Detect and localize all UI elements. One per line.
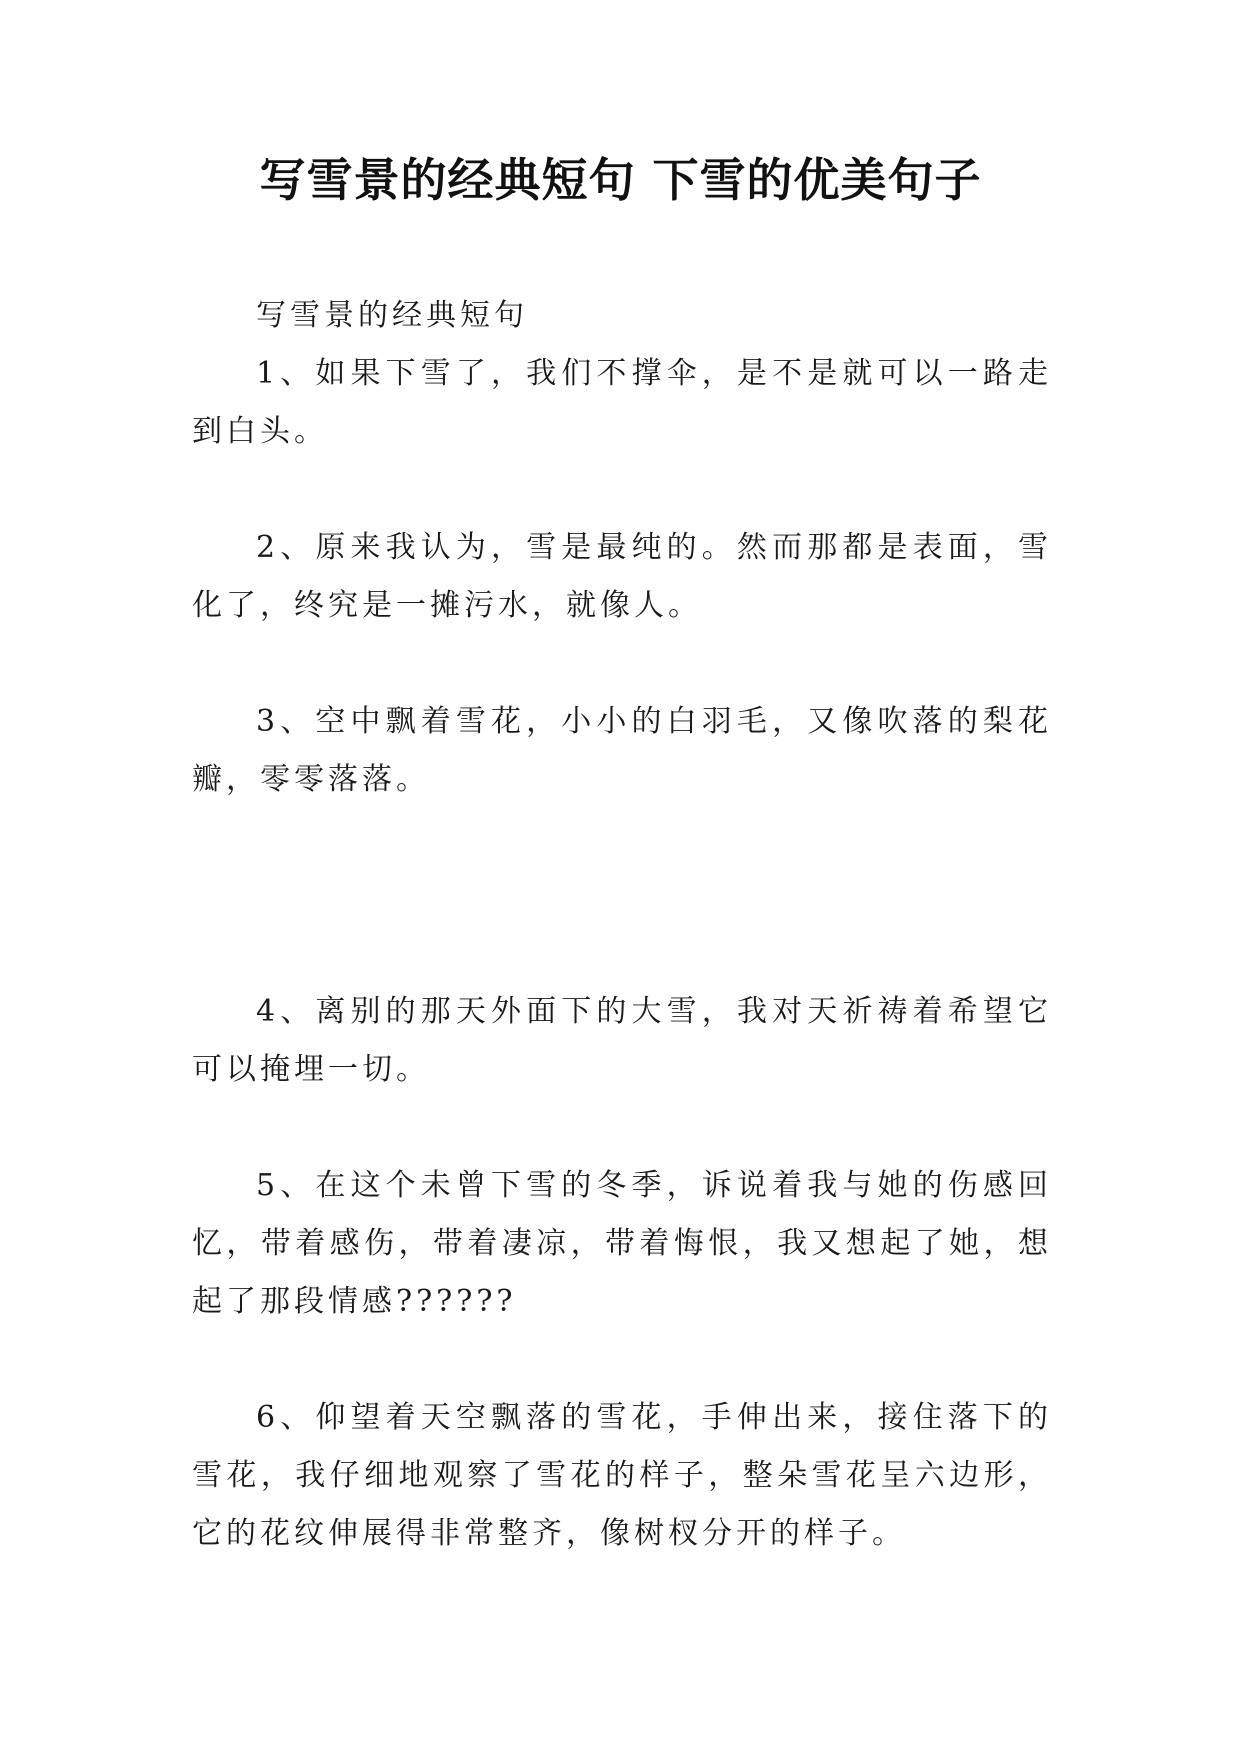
paragraph-4: 4、离别的那天外面下的大雪，我对天祈祷着希望它可以掩埋一切。: [192, 994, 1052, 1087]
paragraph-5: 5、在这个未曾下雪的冬季，诉说着我与她的伤感回忆，带着感伤，带着凄凉，带着悔恨，我又想起了她，想起了那段情感??????: [192, 1168, 1052, 1319]
document-title: 写雪景的经典短句 下雪的优美句子: [259, 153, 982, 207]
paragraph-3: 3、空中飘着雪花，小小的白羽毛，又像吹落的梨花瓣，零零落落。: [192, 704, 1052, 797]
paragraph-6: 6、仰望着天空飘落的雪花，手伸出来，接住落下的雪花，我仔细地观察了雪花的样子，整朵雪花呈六边形，它的花纹伸展得非常整齐，像树杈分开的样子。: [192, 1400, 1052, 1551]
section-heading: 写雪景的经典短句: [256, 298, 528, 333]
paragraph-2: 2、原来我认为，雪是最纯的。然而那都是表面，雪化了，终究是一摊污水，就像人。: [192, 530, 1052, 623]
paragraph-1: 1、如果下雪了，我们不撑伞，是不是就可以一路走到白头。: [192, 356, 1052, 449]
